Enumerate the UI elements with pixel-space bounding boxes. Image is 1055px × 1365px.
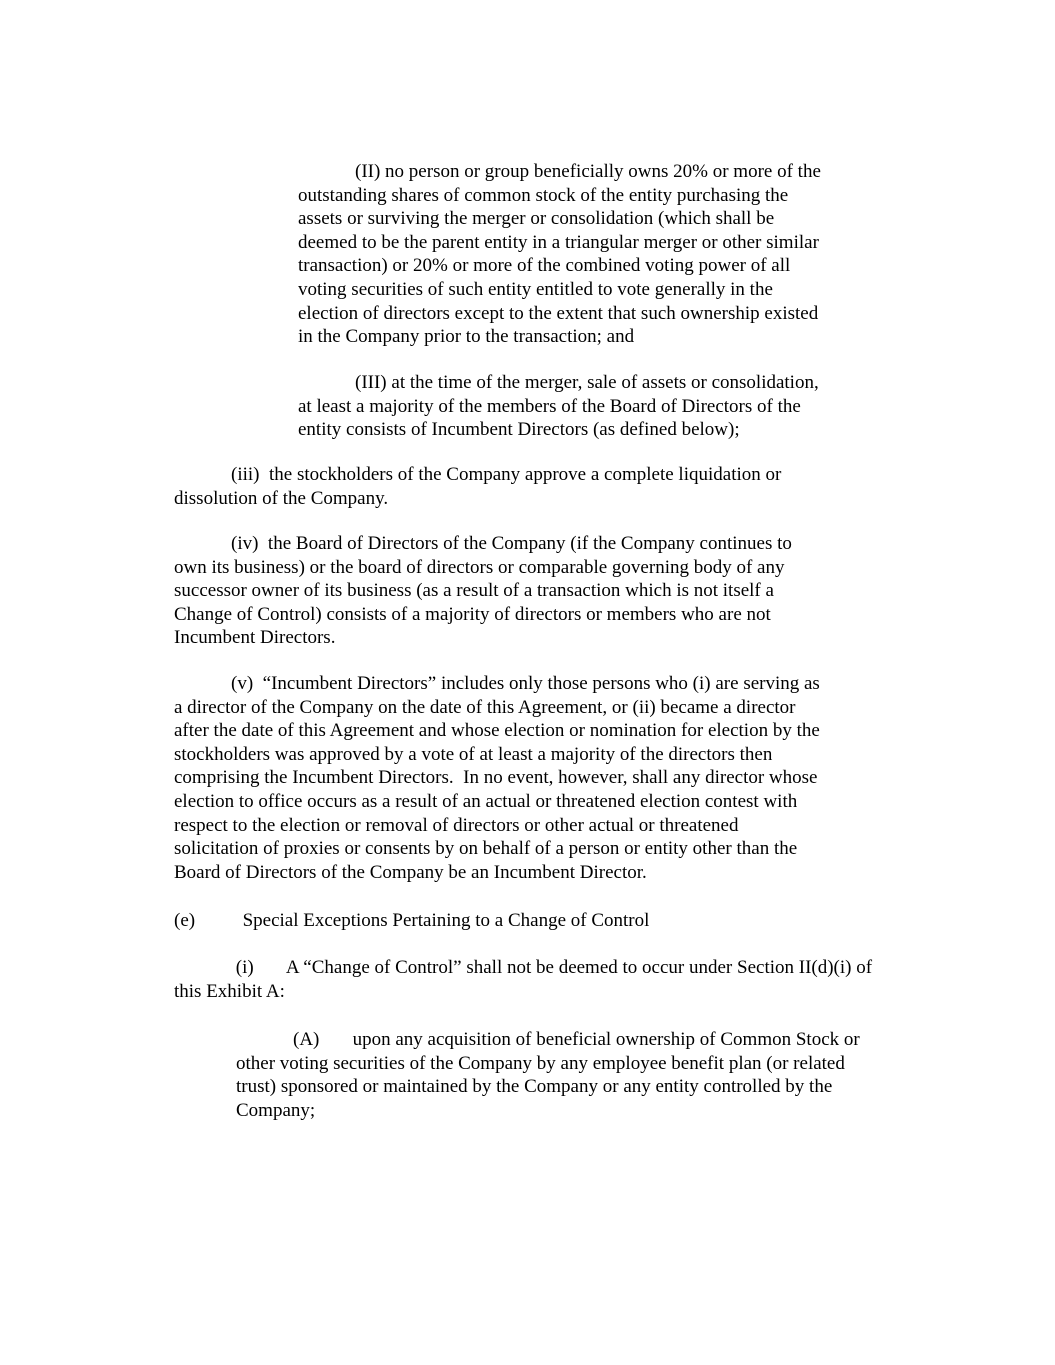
paragraph-III	[298, 371, 819, 442]
text-line: election to office occurs as a result of an actual or threatened election contest with	[174, 790, 798, 812]
text-line: trust) sponsored or maintained by the Company or any entity controlled by the	[236, 1076, 833, 1098]
text-line: at least a majority of the members of the Board of Directors of the	[298, 395, 801, 417]
text-line: (II) no person or group beneficially owns 20% or more of the	[298, 161, 821, 182]
text-line: after the date of this Agreement and whose election or nomination for election by the	[174, 720, 820, 742]
text-line: assets or surviving the merger or consolidation (which shall be	[298, 208, 775, 230]
text-line: (v) “Incumbent Directors” includes only those persons who (i) are serving as	[174, 673, 820, 694]
text-line: comprising the Incumbent Directors. In no event, however, shall any director whose	[174, 767, 818, 789]
text-line: solicitation of proxies or consents by on behalf of a person or entity other than the	[174, 838, 798, 860]
paragraph-iii	[174, 463, 781, 510]
text-line: deemed to be the parent entity in a triangular merger or other similar	[298, 231, 819, 253]
text-line: stockholders was approved by a vote of at least a majority of the directors then	[174, 743, 773, 765]
text-line: (A) upon any acquisition of beneficial ownership of Common Stock or	[236, 1029, 860, 1050]
text-line: voting securities of such entity entitled to vote generally in the	[298, 278, 773, 300]
text-line: transaction) or 20% or more of the combined voting power of all	[298, 255, 791, 277]
text-line: (iv) the Board of Directors of the Company (if the Company continues to	[174, 533, 792, 554]
text-line: Company;	[236, 1099, 316, 1121]
text-line: successor owner of its business (as a result of a transaction which is not itself a	[174, 580, 774, 602]
text-line: outstanding shares of common stock of the entity purchasing the	[298, 184, 789, 206]
paragraph-e-i	[174, 956, 872, 1003]
text-line: a director of the Company on the date of this Agreement, or (ii) became a director	[174, 696, 796, 718]
text-line: own its business) or the board of directors or comparable governing body of any	[174, 556, 785, 578]
text-line: in the Company prior to the transaction; and	[298, 326, 635, 348]
text-line: entity consists of Incumbent Directors (as defined below);	[298, 419, 740, 441]
text-line: (iii) the stockholders of the Company approve a complete liquidation or	[174, 464, 782, 485]
text-line: (III) at the time of the merger, sale of assets or consolidation,	[298, 372, 819, 393]
text-line: other voting securities of the Company by any employee benefit plan (or related	[236, 1052, 845, 1074]
paragraph-II	[298, 160, 821, 349]
text-line: this Exhibit A:	[174, 980, 285, 1002]
text-line: Incumbent Directors.	[174, 627, 336, 649]
text-line: election of directors except to the extent that such ownership existed	[298, 302, 819, 324]
paragraph-A	[236, 1028, 860, 1122]
paragraph-v	[174, 672, 820, 884]
section-heading-e	[174, 909, 649, 933]
text-line: respect to the election or removal of directors or other actual or threatened	[174, 814, 739, 836]
text-line: Board of Directors of the Company be an Incumbent Director.	[174, 861, 647, 883]
text-line: Change of Control) consists of a majority of directors or members who are not	[174, 603, 771, 625]
text-line: dissolution of the Company.	[174, 487, 389, 509]
paragraph-iv	[174, 532, 792, 650]
text-line: (i) A “Change of Control” shall not be deemed to occur under Section II(d)(i) of	[174, 957, 873, 978]
text-line: (e) Special Exceptions Pertaining to a Change of Control	[174, 910, 650, 931]
